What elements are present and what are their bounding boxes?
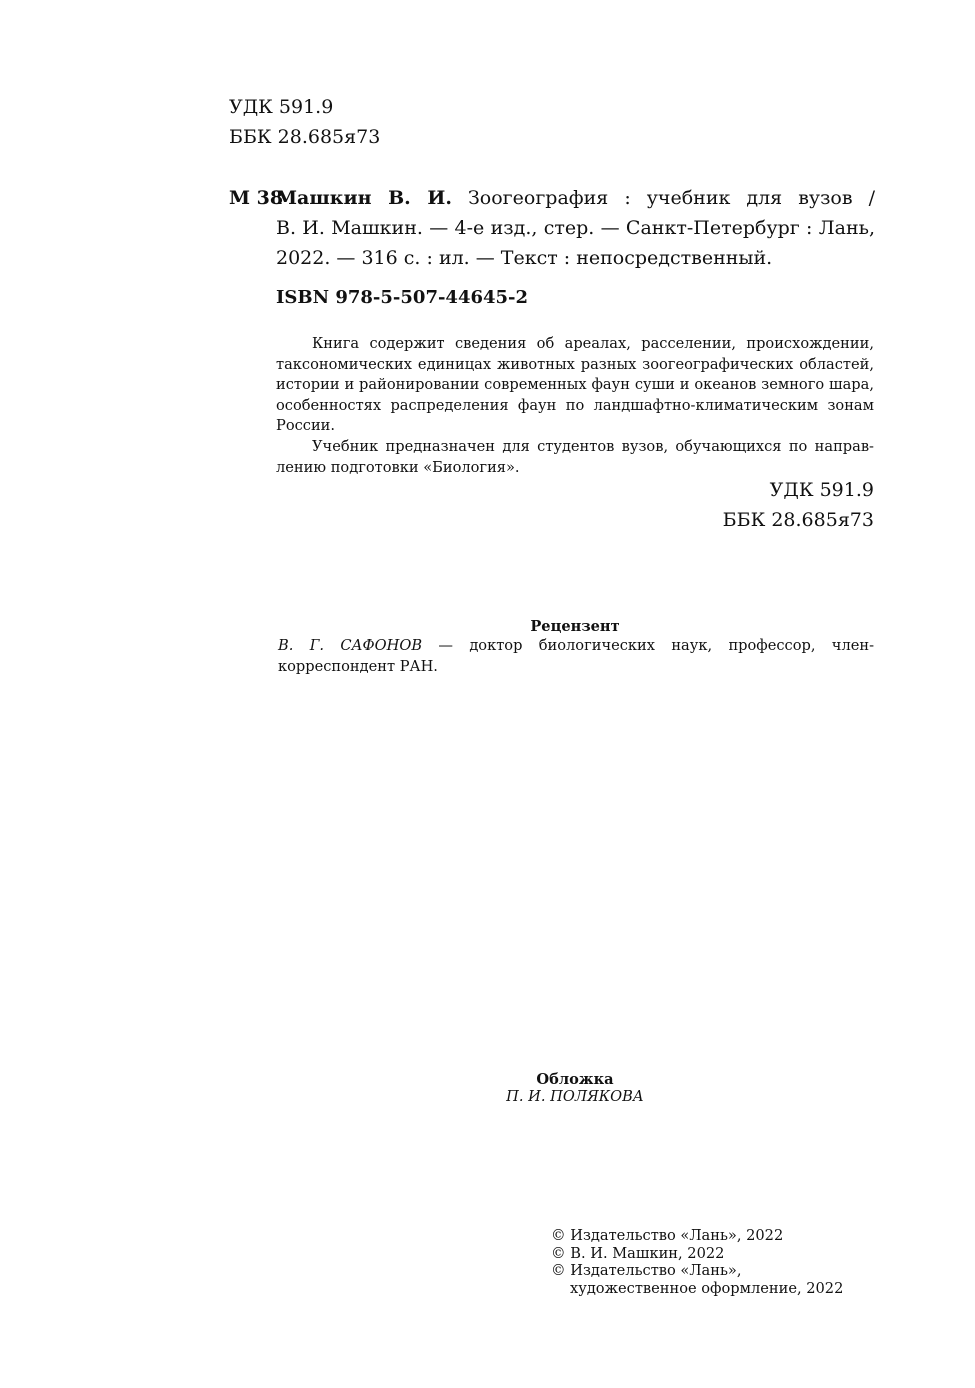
annotation-line: Учебник предназначен для студентов вузов, обучающихся по направ- [312, 437, 874, 455]
copyright-line: художественное оформление, 2022 [570, 1279, 844, 1297]
author-mark: М 38 [229, 187, 284, 209]
copyright-line: © В. И. Машкин, 2022 [551, 1244, 725, 1262]
reviewer-line-1 [278, 636, 874, 657]
biblio-line-3: 2022. — 316 с. : ил. — Текст : непосредственный. [276, 247, 773, 269]
annotation [276, 334, 874, 478]
cover-heading: Обложка [536, 1071, 614, 1088]
bbk-code: ББК 28.685я73 [229, 126, 381, 148]
author-name: Машкин В. И. [276, 187, 452, 209]
copyright-line: © Издательство «Лань», 2022 [551, 1227, 784, 1244]
cover-designer: П. И. ПОЛЯКОВА [506, 1088, 644, 1105]
udk-code: УДК 591.9 [229, 96, 334, 118]
biblio-line-1 [276, 183, 875, 213]
reviewer-credentials: — доктор биологических наук, профессор, член- [438, 637, 875, 654]
copyright-block [551, 1227, 843, 1297]
annotation-line: истории и районировании современных фаун суши и океанов земного шара, [276, 376, 874, 394]
udk-code: УДК 591.9 [769, 479, 874, 501]
reviewer-name: В. Г. САФОНОВ [278, 637, 423, 654]
copyright-line: © Издательство «Лань», [551, 1262, 742, 1279]
reviewer-line-2: корреспондент РАН. [278, 657, 438, 675]
bibliographic-record [276, 183, 875, 273]
biblio-line-2: В. И. Машкин. — 4-е изд., стер. — Санкт-Петербург : Лань, [276, 217, 875, 239]
annotation-line: таксономических единицах животных разных зоогеографических областей, [276, 355, 874, 373]
bbk-code: ББК 28.685я73 [722, 509, 874, 531]
title-text: Зоогеография : учебник для вузов / [467, 187, 875, 209]
annotation-line: лению подготовки «Биология». [276, 458, 520, 476]
annotation-line: России. [276, 417, 336, 435]
annotation-line: Книга содержит сведения об ареалах, расселении, происхождении, [312, 335, 874, 352]
annotation-line: особенностях распределения фаун по ландшафтно-климатическим зонам [276, 396, 874, 414]
classification-codes-top [229, 92, 380, 152]
reviewer-heading: Рецензент [530, 618, 620, 635]
isbn: ISBN 978-5-507-44645-2 [276, 287, 529, 308]
classification-codes-right [600, 475, 874, 535]
reviewer-info [278, 636, 874, 677]
